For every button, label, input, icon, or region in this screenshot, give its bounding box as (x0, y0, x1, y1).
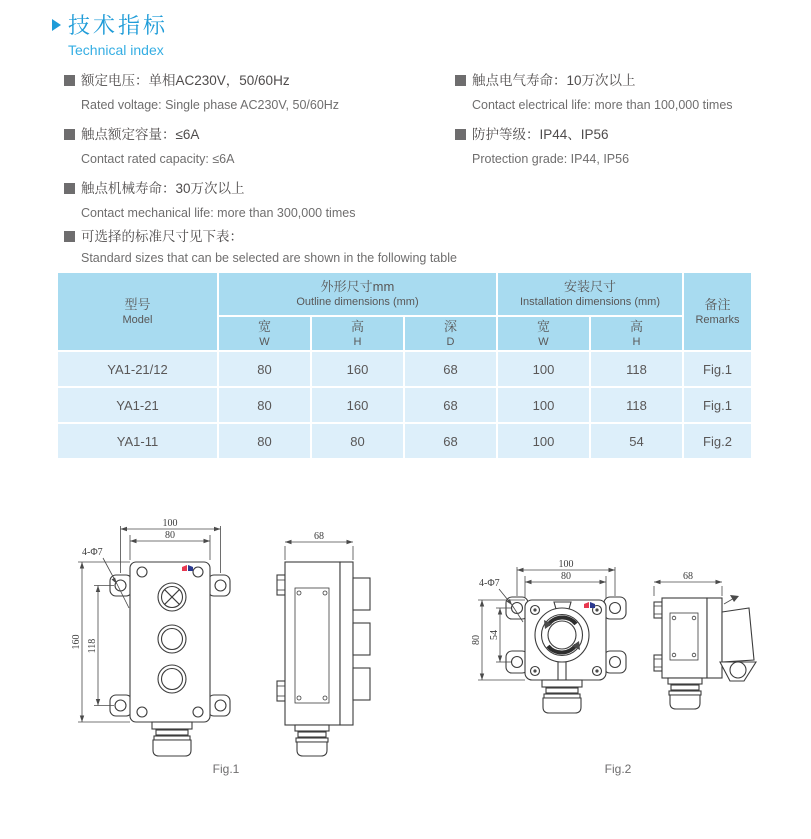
dim-depth (285, 531, 353, 560)
h-zh: 高 (629, 318, 643, 334)
fig1-caption: Fig.1 (212, 762, 240, 776)
spec-en-text: Contact electrical life: more than 100,000 times (472, 98, 733, 112)
remarks-header-zh: 备注 (704, 296, 731, 312)
outline-header-en: Outline dimensions (mm) (296, 296, 419, 308)
spec-zh-text: 额定电压：单相AC230V，50/60Hz (81, 73, 290, 88)
cable-gland (542, 680, 582, 713)
dim-label: 80 (561, 571, 571, 582)
col-group-outline (218, 272, 497, 316)
spec-zh-text: 触点机械寿命：30万次以上 (81, 181, 245, 196)
cell-install-h: 54 (590, 423, 683, 459)
page-title-en: Technical index (68, 42, 164, 58)
col-header-remarks (683, 272, 752, 351)
mounting-tabs (277, 575, 285, 701)
spec-en-text: Contact mechanical life: more than 300,000 times (81, 206, 356, 220)
cell-install-h: 118 (590, 351, 683, 387)
cable-gland (295, 725, 329, 756)
fig2-caption: Fig.2 (604, 762, 632, 776)
fig1-side-drawing (272, 518, 407, 763)
fig2-side-drawing (645, 550, 810, 765)
model-header-en: Model (122, 313, 153, 326)
dim-body-w (130, 530, 210, 560)
dim-label: 54 (489, 630, 500, 640)
dim-label: 160 (71, 634, 82, 650)
spec-column-right (455, 72, 805, 180)
install-header-en: Installation dimensions (mm) (520, 296, 660, 308)
install-header-zh: 安装尺寸 (563, 279, 616, 294)
h-en: H (353, 335, 362, 348)
dim-hole-spacing-h (87, 586, 114, 706)
table-note-en: Standard sizes that can be selected are shown in the following table (81, 251, 457, 265)
page-title-zh: 技术指标 (68, 13, 169, 38)
fig1-front-drawing (56, 518, 291, 763)
dim-label: 4-Φ7 (82, 547, 103, 558)
h-zh: 高 (350, 318, 364, 334)
cell-install-w: 100 (497, 387, 590, 423)
cell-remark: Fig.2 (683, 423, 752, 459)
table-row (57, 351, 752, 387)
square-bullet-icon (455, 75, 466, 86)
cell-model: YA1-21/12 (57, 351, 218, 387)
dimensions-table (56, 271, 753, 460)
cell-model: YA1-11 (57, 423, 218, 459)
cell-install-w: 100 (497, 423, 590, 459)
spec-column-left (64, 72, 454, 234)
box-lid-side (707, 598, 722, 678)
fig2-front-drawing (462, 550, 672, 765)
button-blocks-side (353, 578, 370, 700)
remarks-header-en: Remarks (695, 313, 740, 326)
w-zh: 宽 (536, 318, 550, 334)
square-bullet-icon (64, 183, 75, 194)
dim-body-w (525, 571, 606, 598)
cell-outline-h: 160 (311, 387, 404, 423)
spec-item (455, 72, 805, 89)
d-en: D (446, 335, 455, 348)
box-lid-side (340, 562, 353, 725)
cell-outline-h: 80 (311, 423, 404, 459)
cable-gland (152, 722, 192, 756)
col-header-outline-h (311, 316, 404, 351)
w-en: W (538, 335, 549, 348)
cell-outline-h: 160 (311, 351, 404, 387)
table-row (57, 387, 752, 423)
dim-label: 80 (165, 530, 175, 541)
section-arrow-icon (52, 19, 61, 31)
spec-en-text: Rated voltage: Single phase AC230V, 50/60Hz (81, 98, 340, 112)
col-header-install-h (590, 316, 683, 351)
spec-item (64, 180, 454, 197)
table-row (57, 423, 752, 459)
col-header-outline-d (404, 316, 497, 351)
square-bullet-icon (64, 129, 75, 140)
h-en: H (632, 335, 641, 348)
table-note-zh (64, 228, 564, 245)
cell-outline-w: 80 (218, 387, 311, 423)
spec-zh-text: 防护等级：IP44、IP56 (472, 127, 609, 142)
dim-label: 100 (558, 559, 574, 570)
outline-header-zh: 外形尺寸mm (320, 279, 395, 294)
dim-label: 68 (683, 571, 693, 582)
col-group-install (497, 272, 683, 316)
dim-label: 4-Φ7 (479, 578, 500, 589)
cell-remark: Fig.1 (683, 351, 752, 387)
mounting-tabs (654, 602, 662, 671)
dim-depth (654, 571, 722, 596)
w-en: W (259, 335, 270, 348)
spec-item (455, 126, 805, 143)
cell-outline-d: 68 (404, 423, 497, 459)
d-zh: 深 (443, 318, 457, 334)
cell-outline-w: 80 (218, 423, 311, 459)
square-bullet-icon (455, 129, 466, 140)
cell-remark: Fig.1 (683, 387, 752, 423)
dim-label: 118 (87, 638, 98, 654)
square-bullet-icon (64, 75, 75, 86)
box-body-side (285, 562, 340, 725)
dim-label: 100 (162, 518, 178, 529)
spec-item (64, 126, 454, 143)
w-zh: 宽 (257, 318, 271, 334)
spec-zh-text: 触点电气寿命：10万次以上 (472, 73, 636, 88)
dim-label: 68 (314, 531, 324, 542)
col-header-outline-w (218, 316, 311, 351)
box-outline (130, 562, 210, 722)
cell-install-h: 118 (590, 387, 683, 423)
cell-model: YA1-21 (57, 387, 218, 423)
box-body-side (662, 598, 707, 678)
dim-label: 80 (471, 635, 482, 645)
spec-zh-text: 触点额定容量：≤6A (81, 127, 200, 142)
spec-en-text: Protection grade: IP44, IP56 (472, 152, 630, 166)
col-header-install-w (497, 316, 590, 351)
spec-item (64, 72, 454, 89)
cell-outline-d: 68 (404, 387, 497, 423)
col-header-model (57, 272, 218, 351)
cell-outline-d: 68 (404, 351, 497, 387)
spec-en-text: Contact rated capacity: ≤6A (81, 152, 235, 166)
cell-install-w: 100 (497, 351, 590, 387)
square-bullet-icon (64, 231, 75, 242)
mushroom-button-side (720, 595, 756, 681)
model-header-zh: 型号 (124, 296, 151, 312)
cell-outline-w: 80 (218, 351, 311, 387)
table-note-zh-text: 可选择的标准尺寸见下表： (81, 229, 243, 244)
cable-gland (668, 678, 702, 709)
